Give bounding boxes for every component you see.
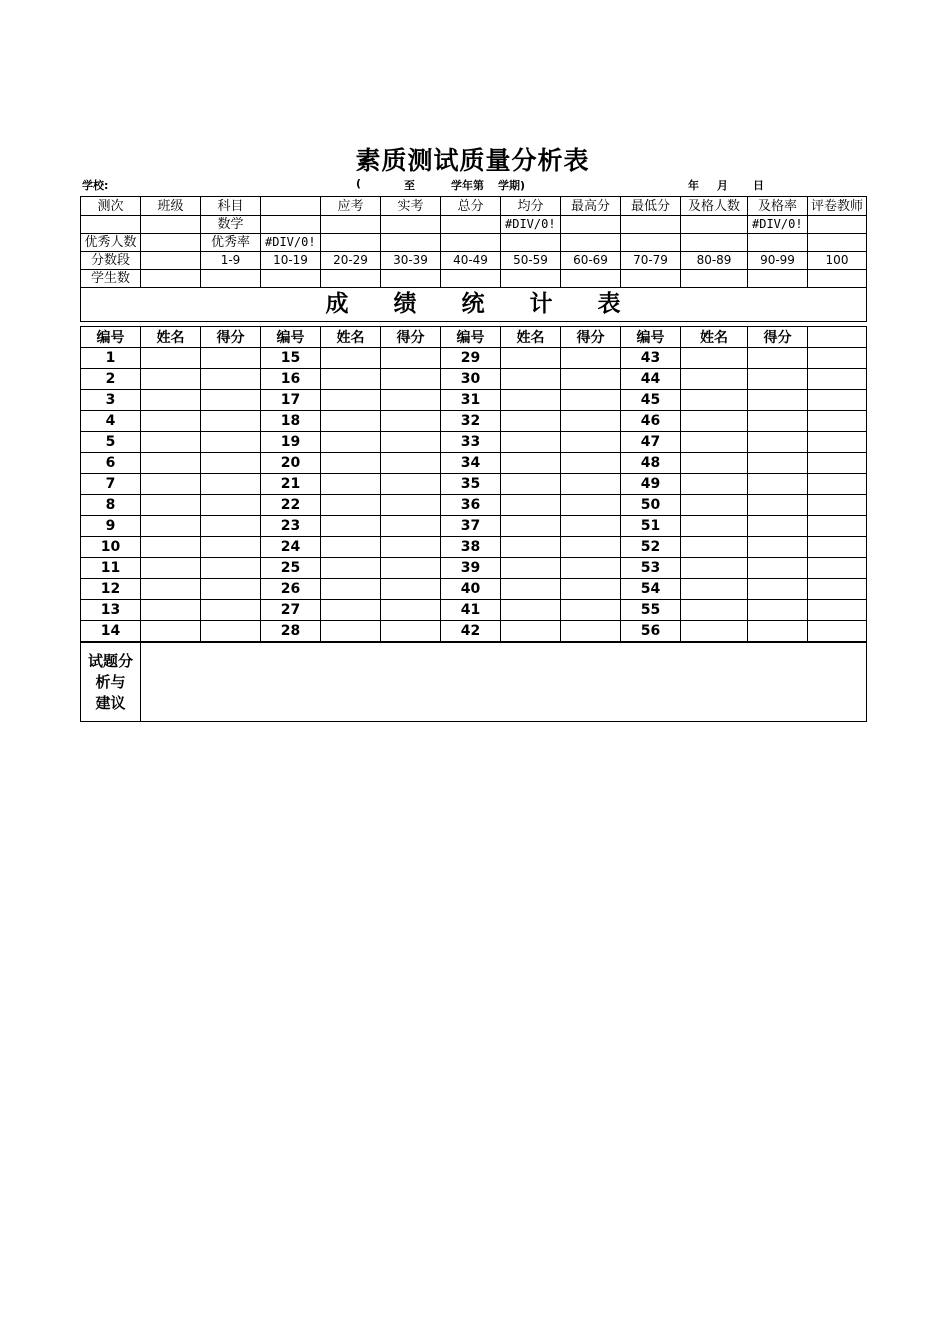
student-number: 34 [441, 453, 501, 474]
student-name-cell[interactable] [141, 411, 201, 432]
month-label: 月 [717, 179, 728, 192]
student-score-cell[interactable] [381, 369, 441, 390]
student-score-cell[interactable] [561, 621, 621, 643]
student-number: 49 [621, 474, 681, 495]
avg-cell[interactable]: #DIV/0! [501, 216, 561, 234]
student-name-cell[interactable] [321, 474, 381, 495]
student-score-cell[interactable] [201, 579, 261, 600]
range-cell: 1-9 [201, 252, 261, 270]
student-number: 33 [441, 432, 501, 453]
student-name-cell[interactable] [321, 600, 381, 621]
student-name-cell[interactable] [501, 621, 561, 643]
table-row [81, 348, 867, 369]
student-score-cell[interactable] [381, 453, 441, 474]
paren-open: ( [356, 177, 362, 190]
student-number: 12 [81, 579, 141, 600]
stats-header-cell: 及格人数 [681, 197, 748, 216]
student-number: 38 [441, 537, 501, 558]
stats-range-row [81, 252, 867, 270]
student-score-cell[interactable] [201, 390, 261, 411]
student-score-cell[interactable] [748, 516, 808, 537]
day-label: 日 [753, 179, 764, 192]
student-score-cell[interactable] [201, 537, 261, 558]
student-name-cell[interactable] [321, 495, 381, 516]
student-name-cell[interactable] [321, 579, 381, 600]
student-score-cell[interactable] [561, 453, 621, 474]
student-name-cell[interactable] [681, 579, 748, 600]
table-row [81, 453, 867, 474]
student-score-cell[interactable] [561, 411, 621, 432]
student-name-cell[interactable] [501, 600, 561, 621]
student-score-cell[interactable] [381, 579, 441, 600]
student-score-cell[interactable] [561, 579, 621, 600]
range-cell: 100 [808, 252, 867, 270]
student-name-cell[interactable] [321, 411, 381, 432]
name-header: 姓名 [321, 327, 381, 348]
table-row [81, 495, 867, 516]
student-number: 43 [621, 348, 681, 369]
student-name-cell[interactable] [141, 390, 201, 411]
student-number: 29 [441, 348, 501, 369]
student-name-cell[interactable] [141, 558, 201, 579]
stats-excellent-row [81, 234, 867, 252]
table-row [81, 390, 867, 411]
student-number: 19 [261, 432, 321, 453]
student-number: 36 [441, 495, 501, 516]
student-name-cell[interactable] [681, 537, 748, 558]
student-name-cell[interactable] [141, 453, 201, 474]
subject-cell[interactable]: 数学 [201, 216, 261, 234]
student-number: 31 [441, 390, 501, 411]
student-number: 10 [81, 537, 141, 558]
student-number: 44 [621, 369, 681, 390]
student-name-cell[interactable] [681, 600, 748, 621]
grade-table-title: 成 绩 统 计 表 [81, 288, 867, 322]
student-name-cell[interactable] [141, 369, 201, 390]
student-score-cell[interactable] [561, 369, 621, 390]
student-number: 30 [441, 369, 501, 390]
student-name-cell[interactable] [681, 390, 748, 411]
range-cell: 80-89 [681, 252, 748, 270]
student-number: 48 [621, 453, 681, 474]
student-score-cell[interactable] [748, 621, 808, 643]
student-name-cell[interactable] [681, 432, 748, 453]
student-name-cell[interactable] [141, 621, 201, 643]
student-number: 25 [261, 558, 321, 579]
name-header: 姓名 [141, 327, 201, 348]
table-row [81, 432, 867, 453]
student-score-cell[interactable] [561, 516, 621, 537]
student-score-cell[interactable] [748, 348, 808, 369]
student-name-cell[interactable] [501, 411, 561, 432]
stats-header-cell: 及格率 [748, 197, 808, 216]
student-score-cell[interactable] [561, 348, 621, 369]
stats-header-cell: 班级 [141, 197, 201, 216]
excellent-count-label: 优秀人数 [81, 234, 141, 252]
range-cell: 90-99 [748, 252, 808, 270]
student-number: 21 [261, 474, 321, 495]
student-number: 13 [81, 600, 141, 621]
student-number: 28 [261, 621, 321, 643]
student-name-cell[interactable] [321, 453, 381, 474]
student-name-cell[interactable] [141, 495, 201, 516]
student-score-cell[interactable] [201, 600, 261, 621]
student-score-cell[interactable] [381, 348, 441, 369]
student-score-cell[interactable] [381, 621, 441, 643]
grade-title-row [81, 288, 867, 322]
pass-rate-cell[interactable]: #DIV/0! [748, 216, 808, 234]
student-name-cell[interactable] [141, 474, 201, 495]
student-name-cell[interactable] [681, 495, 748, 516]
student-name-cell[interactable] [141, 579, 201, 600]
student-name-cell[interactable] [501, 369, 561, 390]
name-header: 姓名 [501, 327, 561, 348]
student-number: 50 [621, 495, 681, 516]
student-name-cell[interactable] [321, 348, 381, 369]
student-score-cell[interactable] [748, 579, 808, 600]
score-header: 得分 [561, 327, 621, 348]
range-cell: 40-49 [441, 252, 501, 270]
stats-header-row [81, 197, 867, 216]
student-score-cell[interactable] [748, 474, 808, 495]
student-count-label: 学生数 [81, 270, 141, 288]
range-cell: 50-59 [501, 252, 561, 270]
student-score-cell[interactable] [748, 537, 808, 558]
student-name-cell[interactable] [321, 369, 381, 390]
table-row [81, 516, 867, 537]
student-number: 23 [261, 516, 321, 537]
student-name-cell[interactable] [681, 369, 748, 390]
student-score-cell[interactable] [201, 369, 261, 390]
student-score-cell[interactable] [201, 621, 261, 643]
student-score-cell[interactable] [381, 432, 441, 453]
student-name-cell[interactable] [321, 621, 381, 643]
student-score-cell[interactable] [561, 600, 621, 621]
xueqi-label: 学期) [498, 179, 526, 192]
student-number: 16 [261, 369, 321, 390]
table-row [81, 621, 867, 643]
student-number: 46 [621, 411, 681, 432]
student-score-cell[interactable] [201, 453, 261, 474]
student-score-cell[interactable] [381, 411, 441, 432]
student-number: 47 [621, 432, 681, 453]
zhi-label: 至 [404, 179, 415, 192]
student-number: 45 [621, 390, 681, 411]
grades-header-row [81, 327, 867, 348]
student-name-cell[interactable] [141, 432, 201, 453]
stats-header-cell: 均分 [501, 197, 561, 216]
student-number: 14 [81, 621, 141, 643]
student-score-cell[interactable] [561, 390, 621, 411]
student-name-cell[interactable] [681, 516, 748, 537]
student-number: 55 [621, 600, 681, 621]
student-name-cell[interactable] [501, 495, 561, 516]
table-row [81, 411, 867, 432]
student-name-cell[interactable] [681, 348, 748, 369]
student-score-cell[interactable] [381, 558, 441, 579]
stats-header-cell: 应考 [321, 197, 381, 216]
no-header: 编号 [621, 327, 681, 348]
stats-header-cell: 最高分 [561, 197, 621, 216]
student-number: 9 [81, 516, 141, 537]
student-number: 3 [81, 390, 141, 411]
student-number: 7 [81, 474, 141, 495]
student-score-cell[interactable] [748, 453, 808, 474]
range-cell: 30-39 [381, 252, 441, 270]
range-cell: 10-19 [261, 252, 321, 270]
student-score-cell[interactable] [748, 600, 808, 621]
student-number: 6 [81, 453, 141, 474]
student-name-cell[interactable] [501, 558, 561, 579]
student-name-cell[interactable] [681, 474, 748, 495]
student-score-cell[interactable] [381, 495, 441, 516]
score-header: 得分 [201, 327, 261, 348]
student-score-cell[interactable] [201, 348, 261, 369]
student-name-cell[interactable] [141, 600, 201, 621]
range-cell: 70-79 [621, 252, 681, 270]
student-number: 52 [621, 537, 681, 558]
score-range-label: 分数段 [81, 252, 141, 270]
score-header: 得分 [381, 327, 441, 348]
student-name-cell[interactable] [501, 474, 561, 495]
student-name-cell[interactable] [141, 516, 201, 537]
student-number: 17 [261, 390, 321, 411]
student-name-cell[interactable] [141, 348, 201, 369]
student-score-cell[interactable] [381, 474, 441, 495]
analysis-row [81, 642, 867, 722]
student-name-cell[interactable] [681, 453, 748, 474]
student-name-cell[interactable] [681, 621, 748, 643]
student-score-cell[interactable] [748, 369, 808, 390]
student-number: 27 [261, 600, 321, 621]
student-number: 26 [261, 579, 321, 600]
student-score-cell[interactable] [561, 537, 621, 558]
stats-header-cell: 评卷教师 [808, 197, 867, 216]
range-cell: 20-29 [321, 252, 381, 270]
student-name-cell[interactable] [501, 516, 561, 537]
name-header: 姓名 [681, 327, 748, 348]
student-number: 24 [261, 537, 321, 558]
student-name-cell[interactable] [501, 537, 561, 558]
student-name-cell[interactable] [501, 348, 561, 369]
student-score-cell[interactable] [748, 390, 808, 411]
student-number: 51 [621, 516, 681, 537]
table-row [81, 600, 867, 621]
student-score-cell[interactable] [561, 474, 621, 495]
stats-header-cell: 科目 [201, 197, 261, 216]
student-score-cell[interactable] [748, 558, 808, 579]
student-number: 20 [261, 453, 321, 474]
student-number: 35 [441, 474, 501, 495]
no-header: 编号 [81, 327, 141, 348]
student-number: 53 [621, 558, 681, 579]
excellent-rate-value[interactable]: #DIV/0! [261, 234, 321, 252]
stats-header-cell: 最低分 [621, 197, 681, 216]
table-row [81, 369, 867, 390]
student-score-cell[interactable] [201, 495, 261, 516]
student-name-cell[interactable] [681, 558, 748, 579]
student-number: 2 [81, 369, 141, 390]
student-score-cell[interactable] [561, 495, 621, 516]
stats-header-cell [261, 197, 321, 216]
student-number: 39 [441, 558, 501, 579]
student-score-cell[interactable] [748, 432, 808, 453]
year-label: 年 [688, 179, 699, 192]
excellent-rate-label: 优秀率 [201, 234, 261, 252]
student-score-cell[interactable] [381, 600, 441, 621]
student-number: 32 [441, 411, 501, 432]
student-name-cell[interactable] [681, 411, 748, 432]
table-row [81, 474, 867, 495]
student-score-cell[interactable] [381, 390, 441, 411]
stats-header-cell: 总分 [441, 197, 501, 216]
student-score-cell[interactable] [561, 432, 621, 453]
student-score-cell[interactable] [201, 411, 261, 432]
school-label: 学校: [82, 179, 109, 192]
student-name-cell[interactable] [501, 390, 561, 411]
student-score-cell[interactable] [561, 558, 621, 579]
student-name-cell[interactable] [321, 390, 381, 411]
student-number: 5 [81, 432, 141, 453]
xuenian-label: 学年第 [451, 179, 484, 192]
student-number: 8 [81, 495, 141, 516]
score-header: 得分 [748, 327, 808, 348]
grades-table [80, 326, 867, 722]
stats-header-cell: 实考 [381, 197, 441, 216]
no-header: 编号 [261, 327, 321, 348]
student-score-cell[interactable] [748, 495, 808, 516]
student-name-cell[interactable] [321, 516, 381, 537]
student-name-cell[interactable] [141, 537, 201, 558]
student-name-cell[interactable] [501, 453, 561, 474]
analysis-area[interactable] [141, 642, 867, 722]
student-number: 54 [621, 579, 681, 600]
student-score-cell[interactable] [201, 516, 261, 537]
student-number: 41 [441, 600, 501, 621]
stats-students-row [81, 270, 867, 288]
stats-subject-row [81, 216, 867, 234]
analysis-label: 试题分 析与 建议 [81, 642, 141, 722]
student-number: 42 [441, 621, 501, 643]
student-number: 56 [621, 621, 681, 643]
table-row [81, 537, 867, 558]
student-number: 22 [261, 495, 321, 516]
range-cell: 60-69 [561, 252, 621, 270]
table-row [81, 558, 867, 579]
student-name-cell[interactable] [321, 537, 381, 558]
student-number: 4 [81, 411, 141, 432]
no-header: 编号 [441, 327, 501, 348]
student-number: 11 [81, 558, 141, 579]
student-number: 37 [441, 516, 501, 537]
student-number: 1 [81, 348, 141, 369]
student-name-cell[interactable] [501, 432, 561, 453]
stats-table [80, 196, 867, 322]
student-score-cell[interactable] [381, 516, 441, 537]
student-number: 15 [261, 348, 321, 369]
student-score-cell[interactable] [201, 558, 261, 579]
student-name-cell[interactable] [501, 579, 561, 600]
student-score-cell[interactable] [381, 537, 441, 558]
student-score-cell[interactable] [748, 411, 808, 432]
student-score-cell[interactable] [201, 432, 261, 453]
student-number: 40 [441, 579, 501, 600]
page-title: 素质测试质量分析表 [355, 146, 590, 175]
table-row [81, 579, 867, 600]
student-score-cell[interactable] [201, 474, 261, 495]
stats-header-cell: 测次 [81, 197, 141, 216]
student-name-cell[interactable] [321, 558, 381, 579]
student-name-cell[interactable] [321, 432, 381, 453]
student-number: 18 [261, 411, 321, 432]
